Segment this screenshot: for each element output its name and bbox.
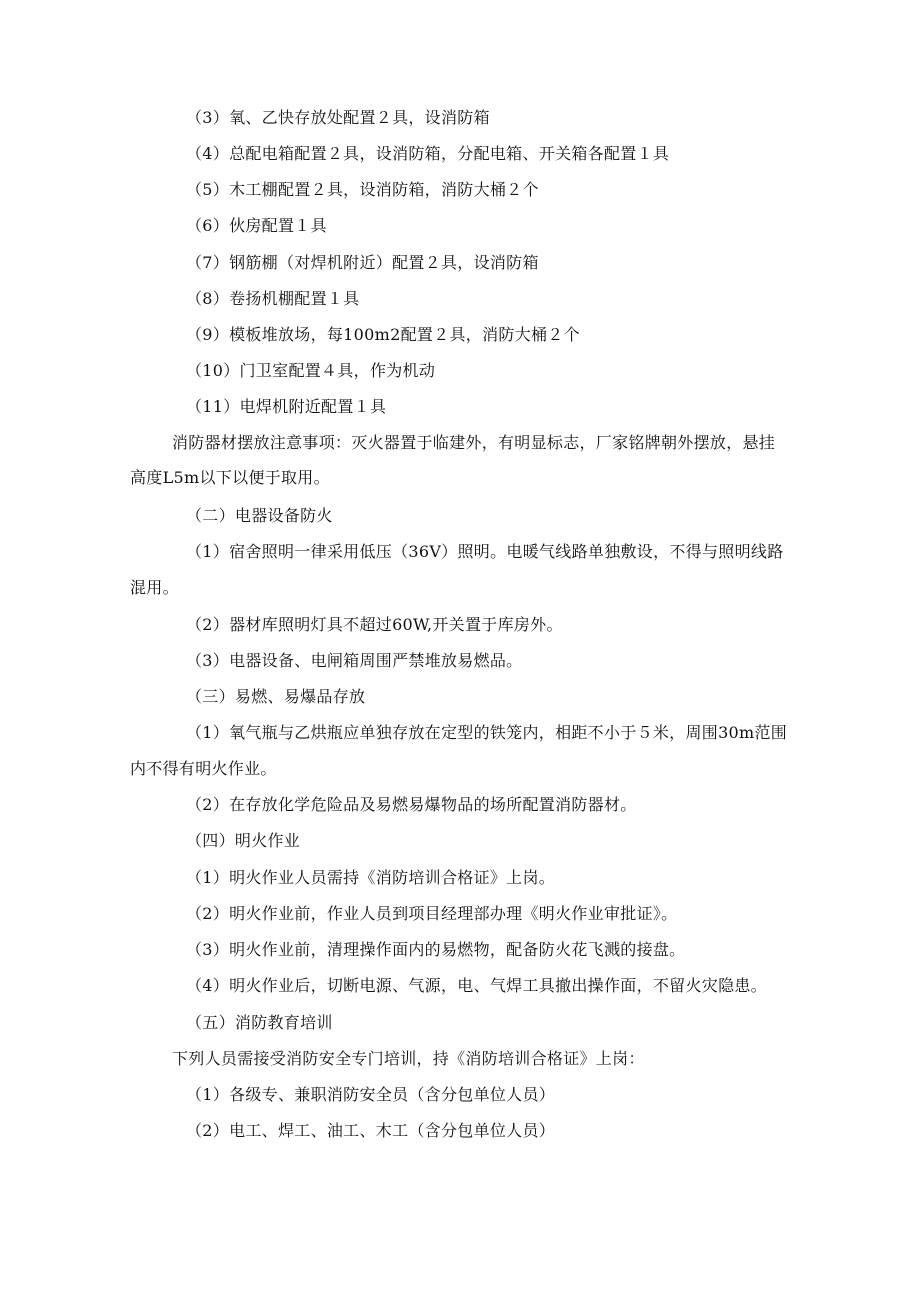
doc-line: （5）木工棚配置２具，设消防箱，消防大桶２个 (186, 180, 539, 199)
doc-line: 高度L5m以下以便于取用。 (130, 468, 330, 487)
doc-line: （1）明火作业人员需持《消防培训合格证》上岗。 (186, 868, 556, 887)
doc-line: 内不得有明火作业。 (130, 759, 277, 778)
doc-line: （3）明火作业前，清理操作面内的易燃物，配备防火花飞溅的接盘。 (186, 940, 686, 959)
doc-line: 消防器材摆放注意事项：灭火器置于临建外，有明显标志，厂家铭牌朝外摆放，悬挂 (172, 433, 776, 452)
section-heading: （三）易燃、易爆品存放 (186, 687, 366, 706)
doc-line: （10）门卫室配置４具，作为机动 (186, 361, 436, 380)
doc-line: （8）卷扬机棚配置１具 (186, 289, 360, 308)
doc-line: （1）氧气瓶与乙烘瓶应单独存放在定型的铁笼内，相距不小于５米，周围30m范围 (186, 723, 788, 742)
doc-line: （7）钢筋棚（对焊机附近）配置２具，设消防箱 (186, 253, 539, 272)
doc-line: （2）电工、焊工、油工、木工（含分包单位人员） (186, 1121, 556, 1140)
doc-line: （2）在存放化学危险品及易燃易爆物品的场所配置消防器材。 (186, 795, 637, 814)
doc-line: （4）总配电箱配置２具，设消防箱，分配电箱、开关箱各配置１具 (186, 144, 670, 163)
doc-line: （1）各级专、兼职消防安全员（含分包单位人员） (186, 1085, 556, 1104)
doc-line: （6）伙房配置１具 (186, 216, 327, 235)
doc-line: 下列人员需接受消防安全专门培训，持《消防培训合格证》上岗： (172, 1049, 645, 1068)
doc-line: （2）器材库照明灯具不超过60W,开关置于库房外。 (186, 615, 563, 634)
doc-line: （9）模板堆放场，每100m2配置２具，消防大桶２个 (186, 325, 580, 344)
doc-line: （4）明火作业后，切断电源、气源，电、气焊工具撤出操作面，不留火灾隐患。 (186, 976, 767, 995)
section-heading: （五）消防教育培训 (186, 1013, 333, 1032)
doc-line: （1）宿舍照明一律采用低压（36V）照明。电暖气线路单独敷设，不得与照明线路 (186, 542, 784, 561)
section-heading: （四）明火作业 (186, 831, 301, 850)
doc-line: （11）电焊机附近配置１具 (186, 397, 387, 416)
doc-line: （3）氧、乙快存放处配置２具，设消防箱 (186, 108, 490, 127)
section-heading: （二）电器设备防火 (186, 506, 333, 525)
doc-line: （2）明火作业前，作业人员到项目经理部办理《明火作业审批证》。 (186, 904, 678, 923)
doc-line: （3）电器设备、电闸箱周围严禁堆放易燃品。 (186, 651, 523, 670)
doc-line: 混用。 (130, 578, 179, 597)
